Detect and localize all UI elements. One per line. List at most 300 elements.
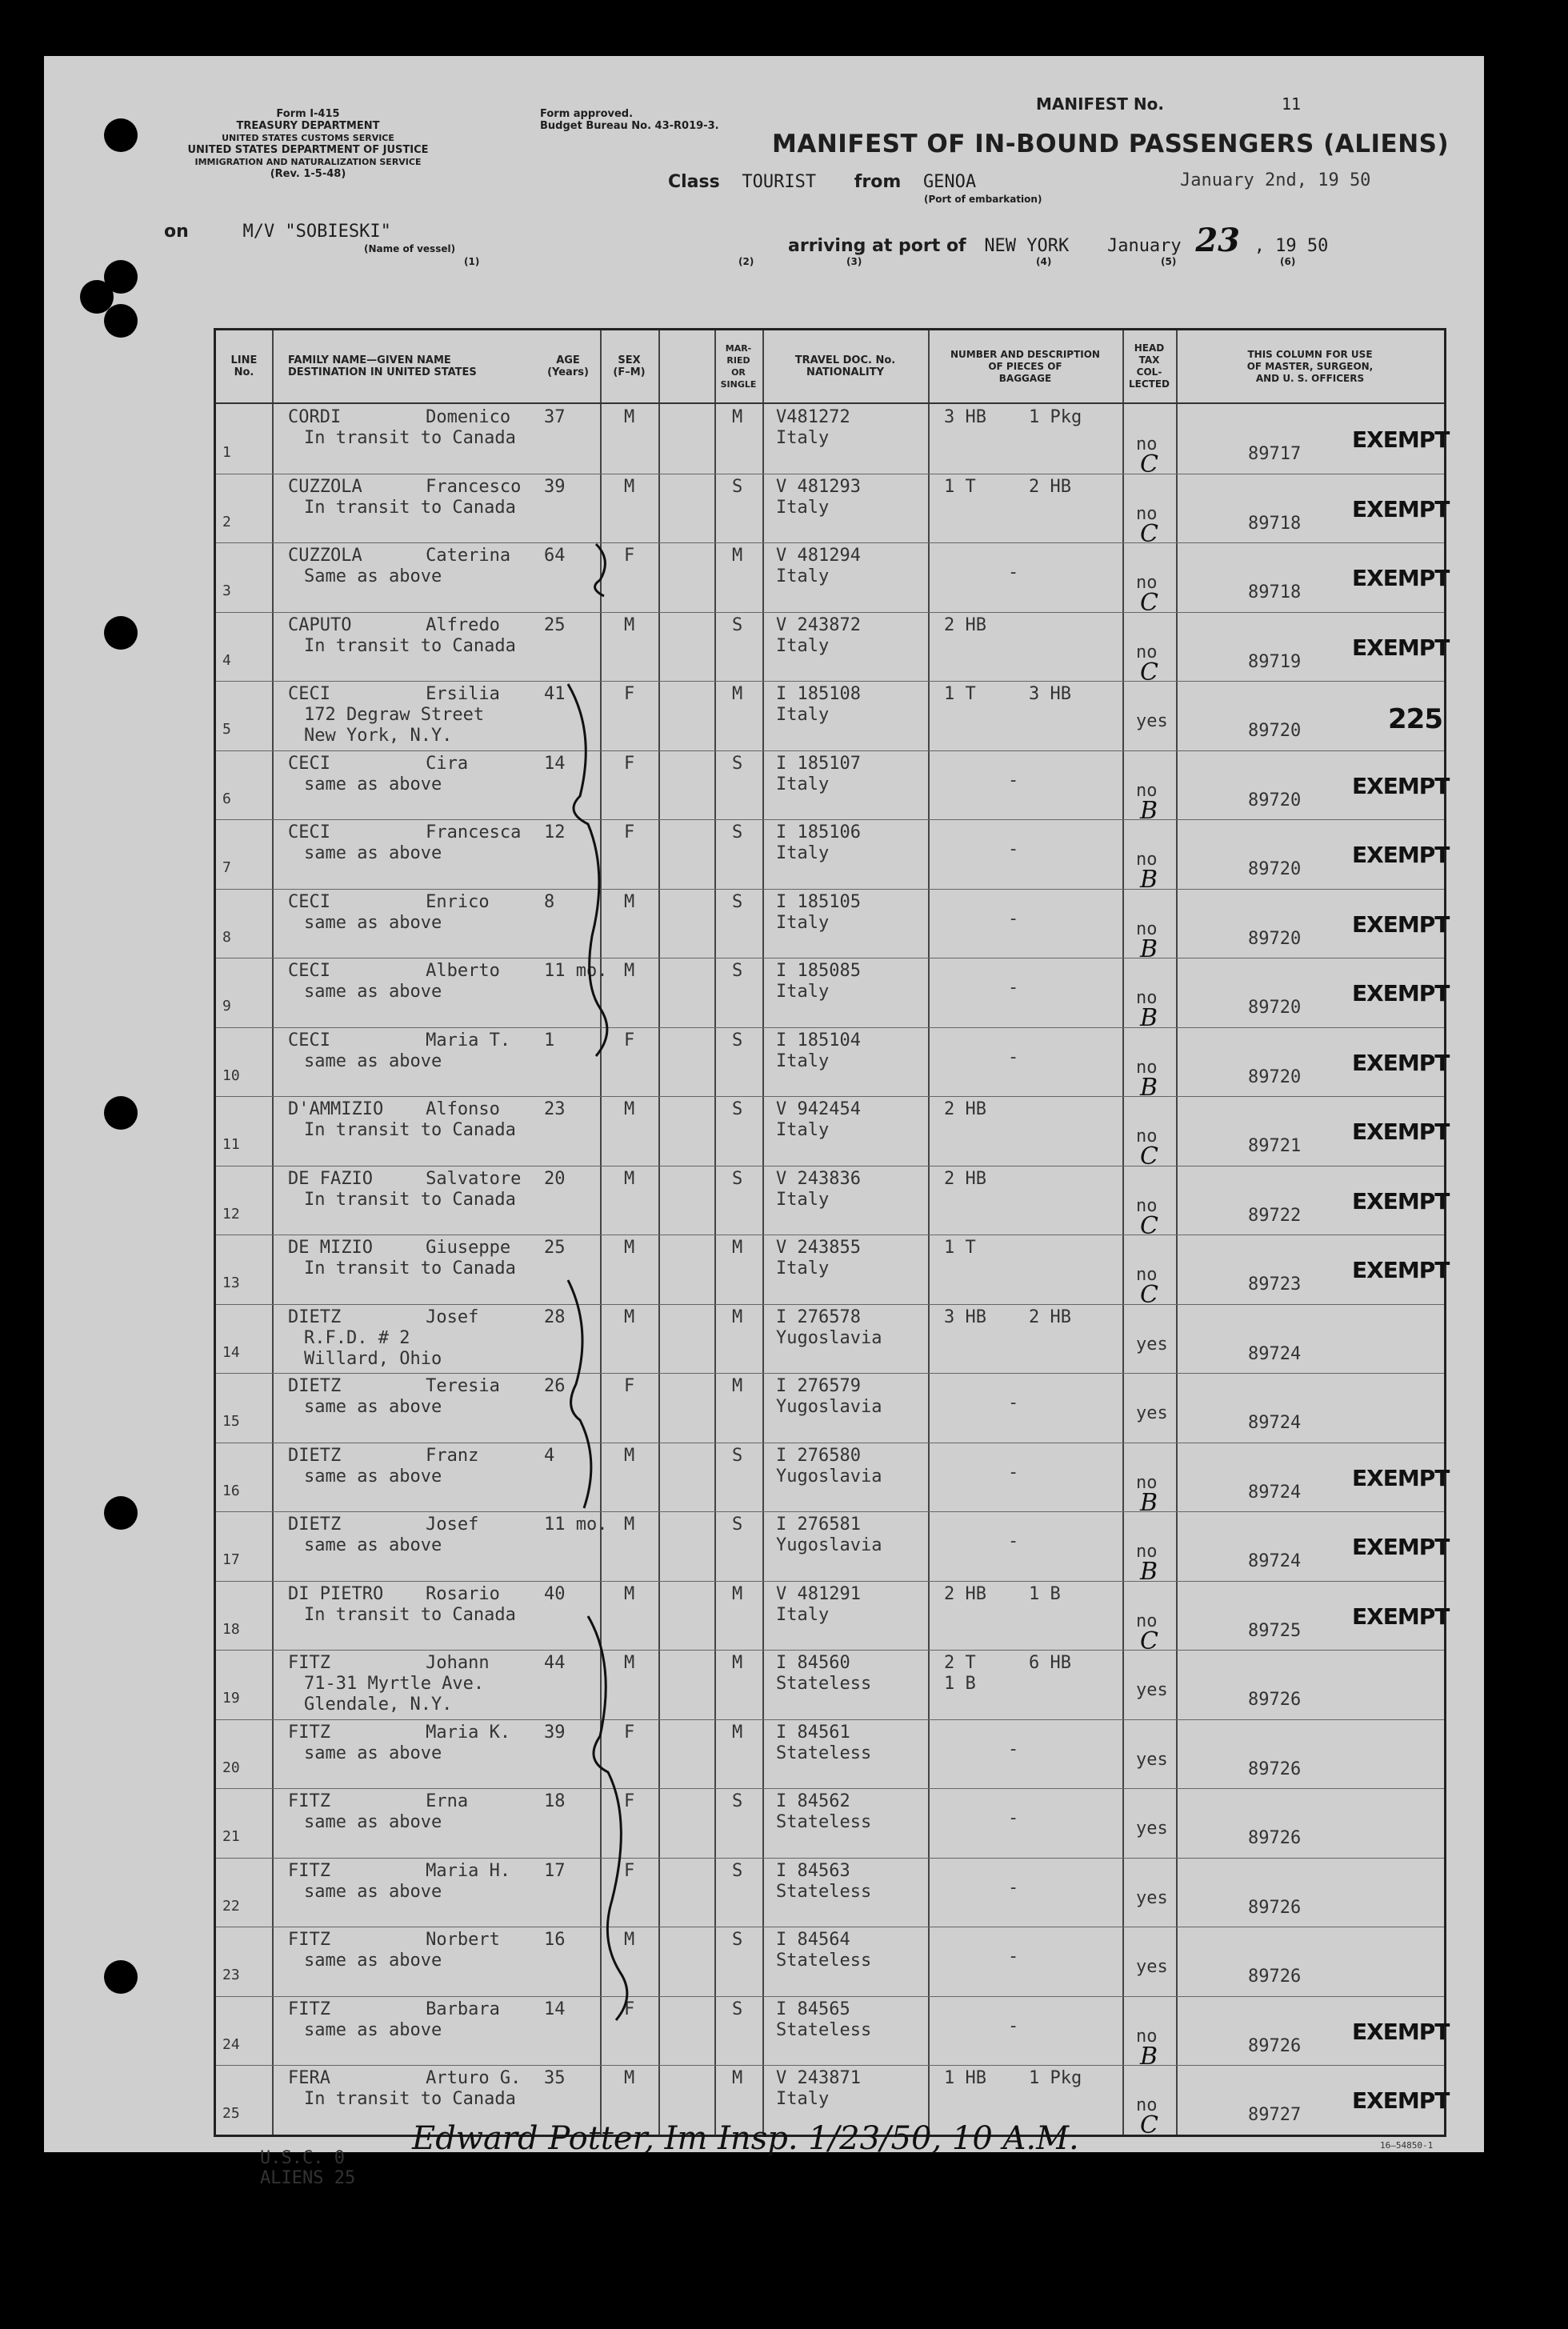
row-travel-doc: V 243871 — [776, 2068, 861, 2088]
row-officer-number: 89724 — [1248, 1551, 1302, 1571]
row-age: 16 — [544, 1930, 566, 1950]
row-name: DIETZ Josef — [288, 1515, 479, 1535]
row-sex: F — [624, 1999, 635, 2019]
row-head-tax-mark: B — [1140, 2042, 1158, 2071]
row-age: 20 — [544, 1168, 566, 1189]
row-head-tax-mark: B — [1140, 1558, 1158, 1586]
row-travel-doc: V 942454 — [776, 1099, 861, 1119]
arrival-port: NEW YORK — [984, 236, 1070, 256]
row-sex: F — [624, 546, 635, 566]
col-head-tax: HEAD TAX COL- LECTED — [1129, 342, 1170, 390]
row-travel-doc: I 185105 — [776, 891, 861, 912]
row-sex: F — [624, 753, 635, 774]
col-num-3: (3) — [846, 256, 862, 267]
row-officer-number: 89727 — [1248, 2105, 1302, 2125]
row-destination: In transit to Canada — [304, 635, 516, 656]
row-marital: M — [732, 1583, 743, 1604]
row-marital: S — [732, 822, 743, 842]
row-baggage: - — [1008, 978, 1019, 998]
row-age: 11 mo. — [544, 961, 608, 981]
row-line-no: 19 — [222, 1690, 240, 1707]
row-stamp: EXEMPT — [1352, 1534, 1450, 1560]
row-destination: same as above — [304, 2019, 442, 2040]
row-age: 40 — [544, 1583, 566, 1604]
row-marital: S — [732, 1168, 743, 1189]
row-officer-number: 89724 — [1248, 1343, 1302, 1364]
row-head-tax-mark: B — [1140, 1488, 1158, 1517]
arrival-date: January — [1106, 236, 1182, 256]
row-destination: In transit to Canada — [304, 428, 516, 448]
row-travel-doc: I 185106 — [776, 822, 861, 842]
row-head-tax: no — [1136, 988, 1158, 1008]
row-baggage: - — [1008, 908, 1019, 929]
col-num-6: (6) — [1280, 256, 1296, 267]
row-officer-number: 89720 — [1248, 998, 1302, 1018]
row-baggage: - — [1008, 1808, 1019, 1828]
row-baggage: - — [1008, 1947, 1019, 1967]
row-marital: M — [732, 546, 743, 566]
row-destination: Same as above — [304, 566, 442, 586]
row-head-tax: no — [1136, 1057, 1158, 1078]
row-age: 41 — [544, 684, 566, 704]
row-nationality: Yugoslavia — [776, 1397, 882, 1417]
row-destination: 71-31 Myrtle Ave. Glendale, N.Y. — [304, 1674, 485, 1715]
row-head-tax-mark: B — [1140, 866, 1158, 894]
row-destination: same as above — [304, 1743, 442, 1763]
col-num-1: (1) — [464, 256, 480, 267]
row-name: FITZ Barbara — [288, 1999, 500, 2019]
row-stamp: EXEMPT — [1352, 772, 1450, 799]
arrival-year: , 19 50 — [1254, 236, 1329, 256]
row-travel-doc: I 84561 — [776, 1722, 850, 1743]
usc-count: U.S.C. 0 — [260, 2148, 345, 2168]
row-sex: M — [624, 614, 635, 635]
col-officers: THIS COLUMN FOR USE OF MASTER, SURGEON, AND U. S. OFFICERS — [1246, 348, 1374, 384]
row-age: 37 — [544, 407, 566, 427]
row-officer-number: 89724 — [1248, 1482, 1302, 1503]
row-sex: M — [624, 1238, 635, 1258]
row-name: FITZ Norbert — [288, 1930, 500, 1950]
row-head-tax: yes — [1136, 1334, 1168, 1355]
row-stamp: EXEMPT — [1352, 1049, 1450, 1076]
row-marital: S — [732, 1445, 743, 1466]
row-line-no: 3 — [222, 582, 231, 599]
row-travel-doc: I 84560 — [776, 1653, 850, 1673]
row-name: FITZ Erna — [288, 1791, 469, 1811]
row-destination: In transit to Canada — [304, 2089, 516, 2109]
row-sex: M — [624, 1307, 635, 1327]
row-line-no: 9 — [222, 998, 231, 1014]
row-line-no: 2 — [222, 513, 231, 530]
row-name: CECI Cira — [288, 753, 469, 774]
col-travel-doc: TRAVEL DOC. No. NATIONALITY — [794, 354, 896, 378]
row-nationality: Italy — [776, 2089, 830, 2109]
row-name: CECI Francesca — [288, 822, 522, 842]
row-baggage: - — [1008, 1739, 1019, 1759]
col-num-4: (4) — [1036, 256, 1052, 267]
row-marital: S — [732, 1930, 743, 1950]
row-age: 14 — [544, 753, 566, 774]
row-line-no: 21 — [222, 1828, 240, 1845]
row-head-tax: yes — [1136, 711, 1168, 731]
form-code: 16—54850-1 — [1380, 2140, 1434, 2151]
row-head-tax: no — [1136, 2095, 1158, 2115]
row-marital: M — [732, 1722, 743, 1743]
row-sex: F — [624, 1860, 635, 1881]
row-stamp: EXEMPT — [1352, 2087, 1450, 2114]
row-marital: S — [732, 753, 743, 774]
row-age: 39 — [544, 476, 566, 497]
row-travel-doc: I 84565 — [776, 1999, 850, 2019]
row-destination: same as above — [304, 843, 442, 863]
row-line-no: 17 — [222, 1551, 240, 1568]
row-line-no: 23 — [222, 1967, 240, 1983]
row-officer-number: 89726 — [1248, 1759, 1302, 1779]
row-line-no: 8 — [222, 928, 231, 946]
row-nationality: Italy — [776, 705, 830, 725]
row-marital: M — [732, 1653, 743, 1673]
row-baggage: 2 HB — [944, 1168, 986, 1189]
row-head-tax: yes — [1136, 1957, 1168, 1977]
row-head-tax-mark: C — [1140, 658, 1158, 686]
row-line-no: 20 — [222, 1759, 240, 1776]
row-nationality: Yugoslavia — [776, 1466, 882, 1487]
manifest-no-value: 11 — [1281, 94, 1302, 114]
row-head-tax: no — [1136, 1265, 1158, 1285]
row-head-tax: no — [1136, 573, 1158, 593]
row-nationality: Italy — [776, 566, 830, 586]
row-head-tax-mark: C — [1140, 1281, 1158, 1309]
row-nationality: Italy — [776, 497, 830, 518]
row-name: DE MIZIO Giuseppe — [288, 1238, 511, 1258]
port-embark-label: (Port of embarkation) — [924, 194, 1042, 205]
row-line-no: 6 — [222, 790, 231, 807]
row-line-no: 22 — [222, 1897, 240, 1915]
row-sex: M — [624, 1445, 635, 1466]
row-head-tax: no — [1136, 1195, 1158, 1216]
row-marital: S — [732, 1099, 743, 1119]
row-officer-number: 89718 — [1248, 582, 1302, 602]
row-sex: M — [624, 407, 635, 427]
row-name: FITZ Maria K. — [288, 1722, 511, 1743]
row-travel-doc: I 185108 — [776, 684, 861, 704]
col-name: FAMILY NAME—GIVEN NAME DESTINATION IN UNITED STATES — [288, 354, 477, 378]
row-line-no: 14 — [222, 1343, 240, 1361]
row-name: CECI Ersilia — [288, 684, 500, 704]
row-nationality: Italy — [776, 1050, 830, 1071]
row-baggage: 3 HB 2 HB — [944, 1307, 1071, 1327]
row-baggage: 1 T — [944, 1238, 976, 1258]
row-nationality: Italy — [776, 1120, 830, 1140]
row-stamp: EXEMPT — [1352, 910, 1450, 938]
row-nationality: Italy — [776, 912, 830, 933]
row-head-tax: no — [1136, 918, 1158, 939]
row-stamp: EXEMPT — [1352, 1118, 1450, 1145]
row-head-tax: yes — [1136, 1403, 1168, 1423]
approved-text: Form approved. — [540, 108, 634, 120]
row-stamp: EXEMPT — [1352, 426, 1450, 453]
row-sex: M — [624, 476, 635, 497]
row-baggage: - — [1008, 770, 1019, 790]
row-destination: In transit to Canada — [304, 1189, 516, 1210]
col-num-2: (2) — [738, 256, 754, 267]
row-officer-number: 89726 — [1248, 1967, 1302, 1987]
row-travel-doc: I 185107 — [776, 753, 861, 774]
handwritten-brackets — [44, 56, 1484, 2152]
row-head-tax-mark: C — [1140, 589, 1158, 617]
row-line-no: 5 — [222, 721, 231, 738]
row-nationality: Stateless — [776, 1951, 872, 1971]
row-age: 25 — [544, 614, 566, 635]
row-travel-doc: V 243872 — [776, 614, 861, 635]
row-name: DI PIETRO Rosario — [288, 1583, 500, 1604]
row-nationality: Stateless — [776, 1743, 872, 1763]
row-head-tax: no — [1136, 850, 1158, 870]
row-head-tax-mark: B — [1140, 1004, 1158, 1032]
row-name: CORDI Domenico — [288, 407, 511, 427]
row-age: 35 — [544, 2068, 566, 2088]
row-age: 25 — [544, 1238, 566, 1258]
row-line-no: 15 — [222, 1413, 240, 1430]
row-line-no: 13 — [222, 1275, 240, 1291]
row-marital: S — [732, 476, 743, 497]
row-age: 11 mo. — [544, 1515, 608, 1535]
row-age: 26 — [544, 1376, 566, 1396]
row-head-tax: no — [1136, 434, 1158, 454]
row-stamp: EXEMPT — [1352, 1187, 1450, 1215]
row-nationality: Italy — [776, 1259, 830, 1279]
row-nationality: Italy — [776, 428, 830, 448]
embark-date-value: January 2nd, — [1180, 170, 1307, 190]
row-head-tax-mark: C — [1140, 2111, 1158, 2139]
row-age: 17 — [544, 1860, 566, 1881]
row-head-tax: no — [1136, 1472, 1158, 1493]
row-age: 14 — [544, 1999, 566, 2019]
row-age: 18 — [544, 1791, 566, 1811]
arriving-label: arriving at port of — [788, 236, 966, 256]
row-head-tax: no — [1136, 1611, 1158, 1631]
row-baggage: 2 HB — [944, 1099, 986, 1119]
row-line-no: 10 — [222, 1066, 240, 1084]
row-officer-number: 89719 — [1248, 651, 1302, 672]
row-officer-number: 89722 — [1248, 1205, 1302, 1226]
row-nationality: Stateless — [776, 2019, 872, 2040]
row-marital: M — [732, 1376, 743, 1396]
row-officer-number: 89720 — [1248, 790, 1302, 810]
row-travel-doc: I 84563 — [776, 1860, 850, 1881]
row-baggage: - — [1008, 1046, 1019, 1067]
manifest-page — [44, 56, 1484, 2188]
row-sex: M — [624, 1930, 635, 1950]
row-stamp: EXEMPT — [1352, 634, 1450, 661]
row-baggage: - — [1008, 839, 1019, 859]
col-sex: SEX (F–M) — [613, 354, 646, 378]
row-line-no: 11 — [222, 1136, 240, 1153]
row-nationality: Stateless — [776, 1812, 872, 1832]
vessel-label: (Name of vessel) — [364, 243, 456, 254]
form-number: Form I-415 — [276, 108, 340, 120]
row-officer-number: 89726 — [1248, 1690, 1302, 1710]
row-name: DE FAZIO Salvatore — [288, 1168, 522, 1189]
row-name: CAPUTO Alfredo — [288, 614, 500, 635]
row-baggage: 1 HB 1 Pkg — [944, 2068, 1082, 2088]
row-line-no: 12 — [222, 1205, 240, 1223]
row-officer-number: 89720 — [1248, 928, 1302, 949]
embark-year-value: 19 50 — [1318, 170, 1371, 190]
row-sex: F — [624, 1376, 635, 1396]
row-travel-doc: I 276578 — [776, 1307, 861, 1327]
row-stamp: EXEMPT — [1352, 1603, 1450, 1630]
row-marital: M — [732, 1307, 743, 1327]
row-destination: 172 Degraw Street New York, N.Y. — [304, 705, 485, 746]
row-name: CECI Alberto — [288, 961, 500, 981]
row-age: 28 — [544, 1307, 566, 1327]
row-destination: same as above — [304, 1050, 442, 1071]
row-name: DIETZ Josef — [288, 1307, 479, 1327]
row-head-tax: no — [1136, 2026, 1158, 2047]
row-travel-doc: V 243855 — [776, 1238, 861, 1258]
row-stamp: 225 — [1388, 703, 1442, 735]
row-officer-number: 89717 — [1248, 444, 1302, 464]
row-baggage: - — [1008, 2015, 1019, 2036]
row-marital: S — [732, 614, 743, 635]
row-head-tax: no — [1136, 1126, 1158, 1146]
row-marital: M — [732, 2068, 743, 2088]
row-line-no: 16 — [222, 1482, 240, 1499]
row-head-tax: no — [1136, 1542, 1158, 1562]
row-destination: same as above — [304, 1466, 442, 1487]
row-sex: F — [624, 822, 635, 842]
row-head-tax: no — [1136, 503, 1158, 524]
row-sex: M — [624, 891, 635, 912]
row-head-tax: yes — [1136, 1887, 1168, 1908]
col-line-no: LINE No. — [230, 354, 258, 378]
row-name: DIETZ Franz — [288, 1445, 479, 1466]
row-age: 1 — [544, 1030, 555, 1050]
row-sex: F — [624, 684, 635, 704]
row-head-tax: yes — [1136, 1749, 1168, 1770]
row-travel-doc: I 84562 — [776, 1791, 850, 1811]
row-destination: same as above — [304, 912, 442, 933]
col-married: MAR- RIED OR SINGLE — [720, 343, 757, 390]
from-label: from — [854, 172, 902, 192]
row-line-no: 25 — [222, 2105, 240, 2122]
row-baggage: 3 HB 1 Pkg — [944, 407, 1082, 427]
row-travel-doc: I 84564 — [776, 1930, 850, 1950]
row-head-tax: yes — [1136, 1680, 1168, 1700]
row-head-tax-mark: B — [1140, 934, 1158, 963]
row-head-tax-mark: C — [1140, 519, 1158, 548]
page-title: MANIFEST OF IN-BOUND PASSENGERS (ALIENS) — [772, 130, 1450, 158]
col-age: AGE (Years) — [547, 354, 589, 378]
row-baggage: 1 T 2 HB — [944, 476, 1071, 497]
row-stamp: EXEMPT — [1352, 842, 1450, 868]
row-marital: S — [732, 961, 743, 981]
row-name: D'AMMIZIO Alfonso — [288, 1099, 500, 1119]
row-line-no: 1 — [222, 444, 231, 461]
row-stamp: EXEMPT — [1352, 565, 1450, 591]
doj: UNITED STATES DEPARTMENT OF JUSTICE — [187, 144, 429, 156]
row-marital: S — [732, 1791, 743, 1811]
row-head-tax-mark: C — [1140, 450, 1158, 478]
row-officer-number: 89721 — [1248, 1136, 1302, 1156]
row-destination: In transit to Canada — [304, 1120, 516, 1140]
row-marital: M — [732, 407, 743, 427]
aliens-count: ALIENS 25 — [260, 2168, 356, 2188]
class-label: Class — [668, 172, 720, 192]
customs-service: UNITED STATES CUSTOMS SERVICE — [222, 133, 394, 143]
row-age: 23 — [544, 1099, 566, 1119]
row-baggage: 2 HB 1 B — [944, 1583, 1061, 1604]
row-age: 4 — [544, 1445, 555, 1466]
row-destination: In transit to Canada — [304, 1604, 516, 1625]
row-age: 64 — [544, 546, 566, 566]
row-baggage: - — [1008, 1531, 1019, 1551]
budget-text: Budget Bureau No. 43-R019-3. — [540, 120, 719, 132]
row-sex: F — [624, 1030, 635, 1050]
row-nationality: Yugoslavia — [776, 1535, 882, 1555]
row-travel-doc: I 276580 — [776, 1445, 861, 1466]
row-sex: M — [624, 1583, 635, 1604]
inspector-signature: Edward Potter, Im Insp. 1/23/50, 10 A.M. — [412, 2120, 1079, 2157]
from-value: GENOA — [922, 172, 977, 192]
row-travel-doc: V 481291 — [776, 1583, 861, 1604]
row-sex: M — [624, 1168, 635, 1189]
row-baggage: - — [1008, 1393, 1019, 1413]
row-nationality: Italy — [776, 635, 830, 656]
row-baggage: 1 T 3 HB — [944, 684, 1071, 704]
row-sex: M — [624, 1653, 635, 1673]
row-age: 12 — [544, 822, 566, 842]
row-sex: M — [624, 1099, 635, 1119]
row-officer-number: 89720 — [1248, 1066, 1302, 1087]
row-line-no: 7 — [222, 859, 231, 876]
row-sex: M — [624, 1515, 635, 1535]
row-marital: S — [732, 891, 743, 912]
row-name: CECI Maria T. — [288, 1030, 511, 1050]
row-officer-number: 89726 — [1248, 1828, 1302, 1848]
row-destination: same as above — [304, 1812, 442, 1832]
row-line-no: 18 — [222, 1620, 240, 1638]
row-sex: F — [624, 1791, 635, 1811]
row-name: FITZ Maria H. — [288, 1860, 511, 1881]
row-sex: M — [624, 2068, 635, 2088]
row-officer-number: 89725 — [1248, 1620, 1302, 1641]
row-destination: same as above — [304, 1951, 442, 1971]
row-travel-doc: V 481293 — [776, 476, 861, 497]
row-travel-doc: I 276579 — [776, 1376, 861, 1396]
row-baggage: - — [1008, 1877, 1019, 1898]
row-name: DIETZ Teresia — [288, 1376, 500, 1396]
row-marital: S — [732, 1860, 743, 1881]
row-stamp: EXEMPT — [1352, 2018, 1450, 2045]
row-stamp: EXEMPT — [1352, 1257, 1450, 1283]
revision: (Rev. 1-5-48) — [270, 168, 346, 180]
row-nationality: Stateless — [776, 1674, 872, 1694]
row-travel-doc: V 481294 — [776, 546, 861, 566]
row-officer-number: 89723 — [1248, 1275, 1302, 1295]
col-num-5: (5) — [1161, 256, 1177, 267]
row-head-tax-mark: C — [1140, 1211, 1158, 1240]
row-head-tax-mark: C — [1140, 1142, 1158, 1171]
row-head-tax-mark: C — [1140, 1627, 1158, 1655]
row-travel-doc: I 276581 — [776, 1515, 861, 1535]
row-travel-doc: V481272 — [776, 407, 850, 427]
row-marital: S — [732, 1515, 743, 1535]
col-baggage: NUMBER AND DESCRIPTION OF PIECES OF BAGGAGE — [950, 348, 1100, 384]
row-travel-doc: I 185104 — [776, 1030, 861, 1050]
row-marital: M — [732, 1238, 743, 1258]
